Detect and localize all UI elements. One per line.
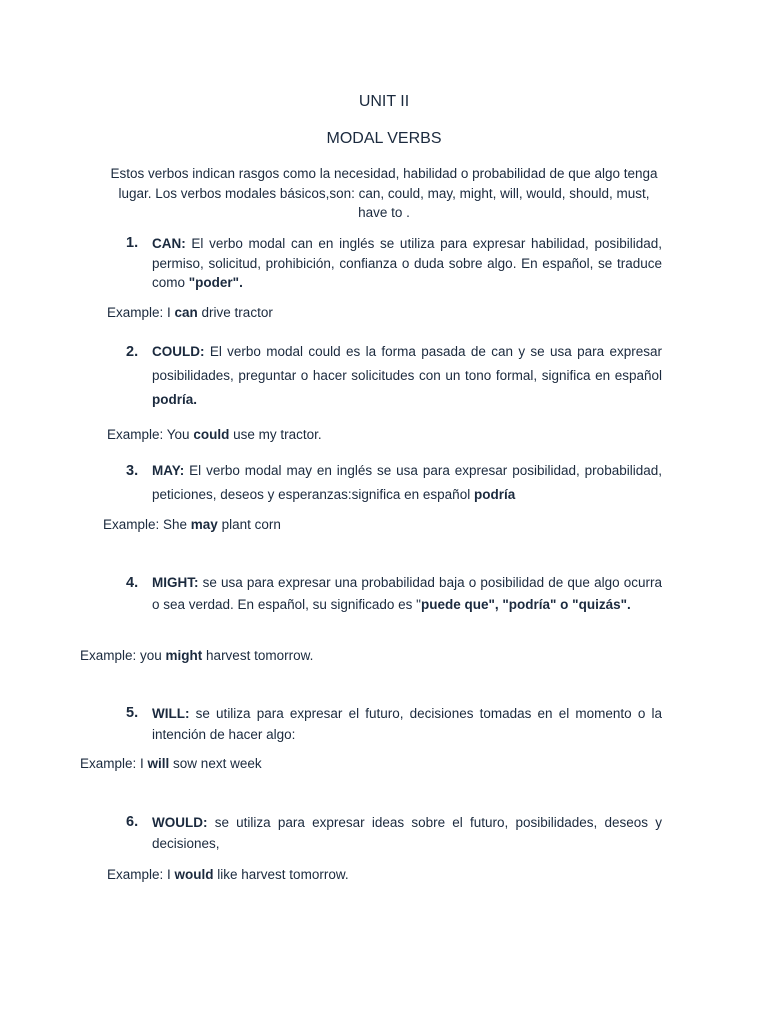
item-definition [152, 234, 662, 293]
example-modal: will [147, 756, 170, 771]
item-term: MIGHT: [152, 575, 199, 590]
example-modal: might [165, 648, 203, 663]
unit-title: UNIT II [358, 93, 410, 110]
example-suffix: sow next week [169, 756, 262, 771]
item-translation: podría. [152, 392, 198, 407]
item-number: 5. [126, 705, 139, 721]
item-number: 3. [126, 463, 139, 479]
example-modal: could [193, 427, 230, 442]
topic-title: MODAL VERBS [326, 130, 442, 147]
example-modal: would [174, 867, 214, 882]
example-prefix: Example: I [107, 305, 175, 320]
example-prefix: Example: You [107, 427, 194, 442]
example-prefix: Example: you [80, 648, 166, 663]
item-term: CAN: [152, 236, 186, 251]
example-suffix: drive tractor [197, 305, 273, 320]
item-definition [152, 812, 662, 854]
item-number: 1. [126, 235, 139, 251]
intro-paragraph: Estos verbos indican rasgos como la necesidad, habilidad o probabilidad de que algo tenga lugar. Los verbos modales básicos,son: can, could, may, might, will, would, should, must, have to . [110, 166, 658, 220]
item-definition [152, 340, 662, 412]
modal-item-will [126, 703, 662, 745]
item-term: WOULD: [152, 815, 208, 830]
modal-item-would [126, 812, 662, 854]
modal-item-can [126, 234, 662, 293]
example-would [107, 867, 349, 882]
example-modal: can [174, 305, 198, 320]
example-can [107, 305, 273, 320]
example-modal: may [190, 517, 218, 532]
item-text: se usa para expresar una probabilidad baja o posibilidad de que algo ocurra o sea verdad. En español, su significado es " [152, 575, 662, 612]
example-prefix: Example: I [107, 867, 175, 882]
item-term: MAY: [152, 463, 185, 478]
item-term: COULD: [152, 344, 205, 359]
item-number: 2. [126, 344, 139, 360]
example-suffix: plant corn [217, 517, 281, 532]
item-number: 4. [126, 575, 139, 591]
example-suffix: harvest tomorrow. [202, 648, 314, 663]
modal-item-might [126, 572, 662, 616]
example-may [103, 517, 281, 532]
example-prefix: Example: She [103, 517, 191, 532]
item-translation: puede que", "podría" o "quizás". [420, 597, 631, 612]
example-suffix: like harvest tomorrow. [213, 867, 349, 882]
item-definition [152, 703, 662, 745]
item-definition [152, 572, 662, 616]
item-translation: "poder". [188, 275, 243, 290]
example-will [80, 756, 262, 771]
item-term: WILL: [152, 706, 190, 721]
item-text: El verbo modal could es la forma pasada de can y se usa para expresar posibilidades, preguntar o hacer solicitudes con un tono formal, significa en español [152, 344, 662, 383]
item-definition [152, 459, 662, 507]
item-translation: podría [473, 487, 516, 502]
example-could [107, 427, 322, 442]
example-suffix: use my tractor. [229, 427, 322, 442]
item-number: 6. [126, 814, 139, 830]
modal-item-could [126, 340, 662, 412]
item-text: se utiliza para expresar el futuro, decisiones tomadas en el momento o la intención de hacer algo: [152, 706, 662, 742]
item-text: El verbo modal can en inglés se utiliza para expresar habilidad, posibilidad, permiso, solicitud, prohibición, confianza o duda sobre algo. En español, se traduce como [152, 236, 662, 290]
example-might [80, 648, 313, 663]
example-prefix: Example: I [80, 756, 148, 771]
item-text: El verbo modal may en inglés se usa para expresar posibilidad, probabilidad, peticiones, deseos y esperanzas:significa en español [152, 463, 662, 502]
modal-item-may [126, 459, 662, 507]
item-text: se utiliza para expresar ideas sobre el futuro, posibilidades, deseos y decisiones, [152, 815, 662, 851]
